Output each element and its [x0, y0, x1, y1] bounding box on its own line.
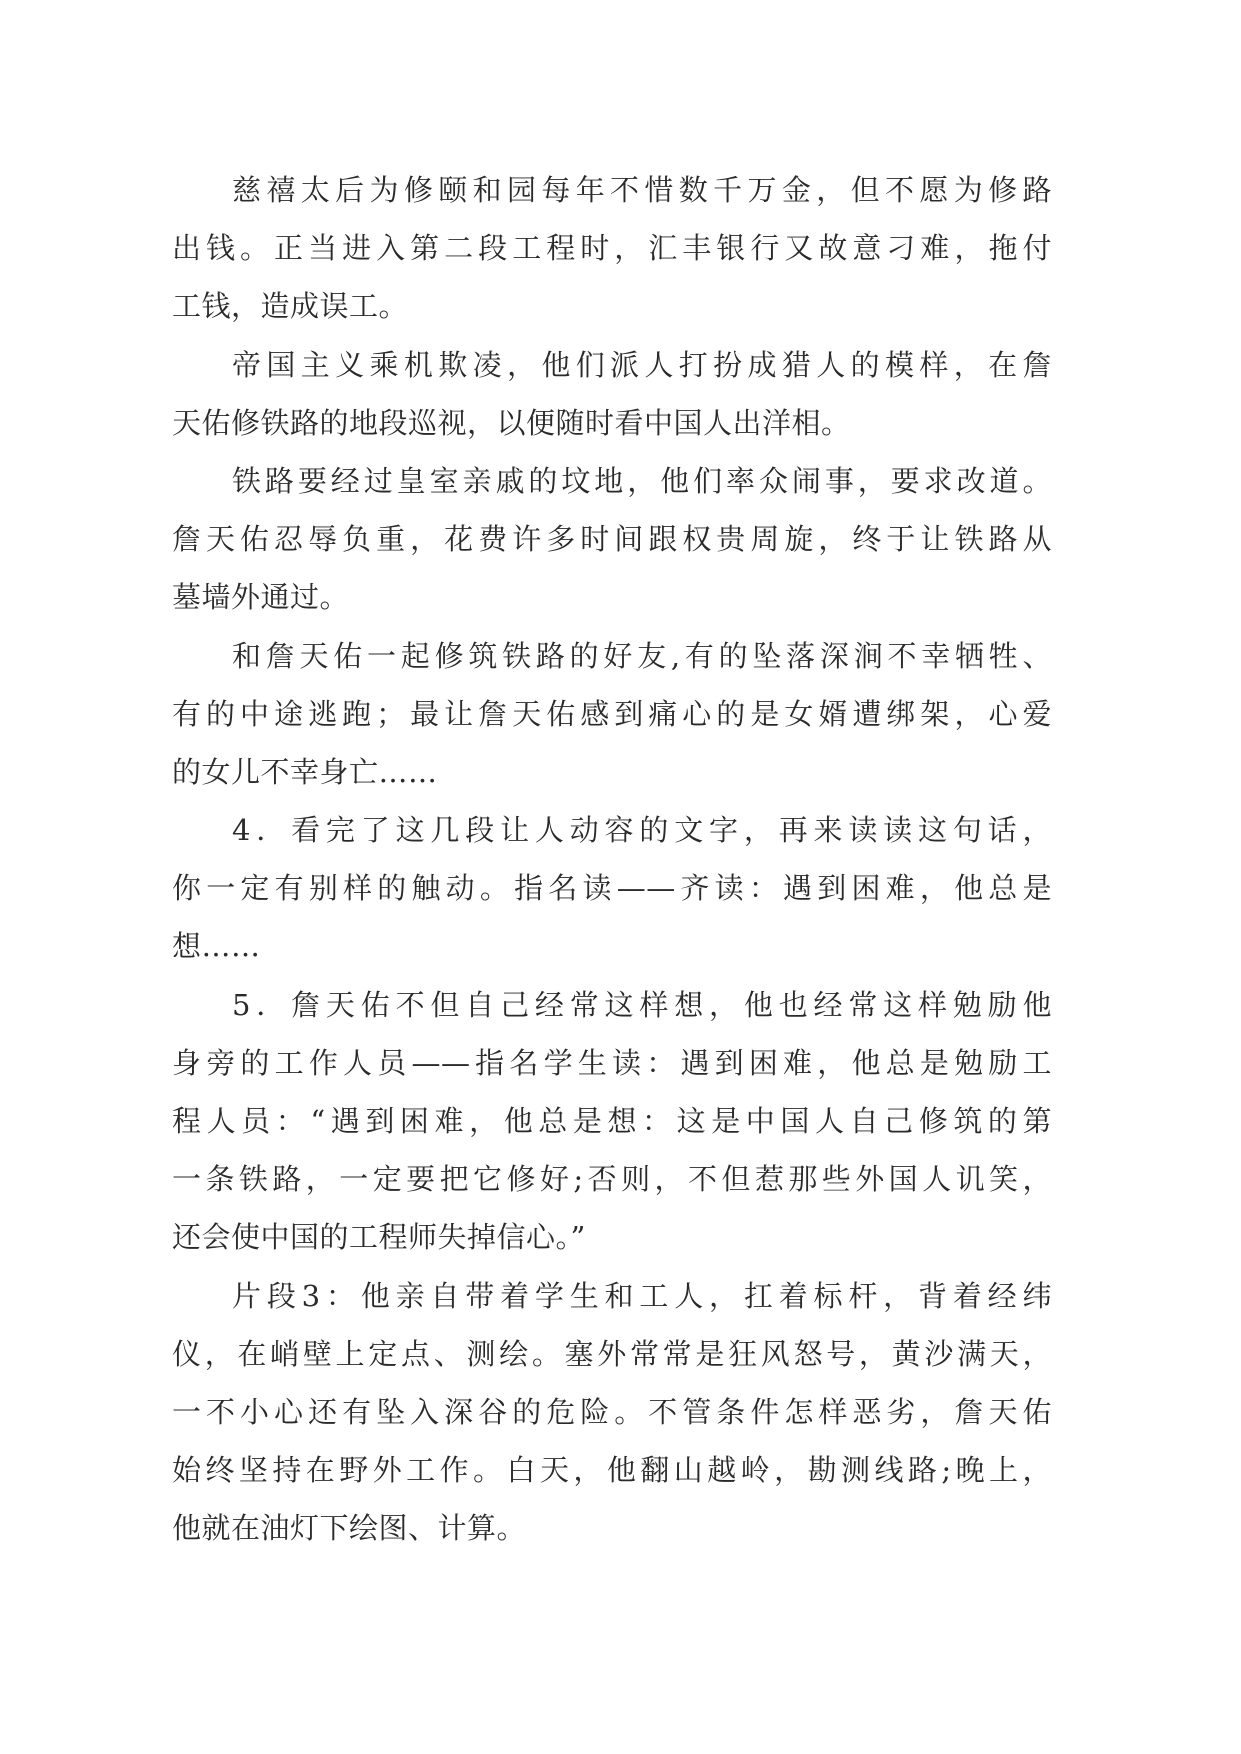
- paragraph-friends: [172, 627, 1052, 802]
- text-line: 工钱，造成误工。: [172, 289, 409, 324]
- text-line: 有的中途逃跑；最让詹天佑感到痛心的是女婿遭绑架，心爱: [172, 696, 1052, 731]
- text-line: 帝国主义乘机欺凌，他们派人打扮成猎人的模样，在詹: [232, 347, 1052, 382]
- text-line: 他就在油灯下绘图、计算。: [172, 1511, 527, 1546]
- text-line: 和詹天佑一起修筑铁路的好友,有的坠落深涧不幸牺牲、: [232, 638, 1052, 673]
- paragraph-step-4: [172, 801, 1052, 976]
- paragraph-imperialism: [172, 336, 1052, 452]
- text-line: 片段3：他亲自带着学生和工人，扛着标杆，背着经纬: [232, 1278, 1052, 1313]
- text-line: 出钱。正当进入第二段工程时，汇丰银行又故意刁难，拖付: [172, 231, 1052, 266]
- paragraph-tomb: [172, 452, 1052, 627]
- text-line: 程人员：“遇到困难，他总是想：这是中国人自己修筑的第: [172, 1104, 1052, 1138]
- text-line: 慈禧太后为修颐和园每年不惜数千万金，但不愿为修路: [232, 173, 1052, 207]
- text-line: 还会使中国的工程师失掉信心。”: [172, 1220, 586, 1255]
- text-line: 詹天佑忍辱负重，花费许多时间跟权贵周旋，终于让铁路从: [172, 522, 1052, 557]
- text-line: 4．看完了这几段让人动容的文字，再来读读这句话，: [232, 813, 1052, 848]
- text-line: 铁路要经过皇室亲戚的坟地，他们率众闹事，要求改道。: [232, 463, 1052, 498]
- paragraph-cixi: [172, 161, 1052, 336]
- text-line: 5．詹天佑不但自己经常这样想，他也经常这样勉励他: [232, 987, 1052, 1022]
- text-line: 仪，在峭壁上定点、测绘。塞外常常是狂风怒号，黄沙满天，: [172, 1336, 1052, 1371]
- text-line: 的女儿不幸身亡……: [172, 754, 438, 789]
- text-line: 想……: [172, 929, 261, 964]
- text-line: 身旁的工作人员——指名学生读：遇到困难，他总是勉励工: [172, 1045, 1052, 1080]
- text-line: 天佑修铁路的地段巡视，以便随时看中国人出洋相。: [172, 405, 851, 440]
- paragraph-segment-3: [172, 1267, 1052, 1558]
- paragraph-step-5: [172, 976, 1052, 1267]
- text-line: 始终坚持在野外工作。白天，他翻山越岭，勘测线路;晚上，: [172, 1453, 1052, 1488]
- text-line: 一条铁路，一定要把它修好;否则，不但惹那些外国人讥笑，: [172, 1162, 1052, 1197]
- body-text: [172, 161, 1052, 1558]
- text-line: 你一定有别样的触动。指名读——齐读：遇到困难，他总是: [172, 871, 1052, 906]
- text-line: 墓墙外通过。: [172, 580, 350, 615]
- text-line: 一不小心还有坠入深谷的危险。不管条件怎样恶劣，詹天佑: [172, 1394, 1052, 1429]
